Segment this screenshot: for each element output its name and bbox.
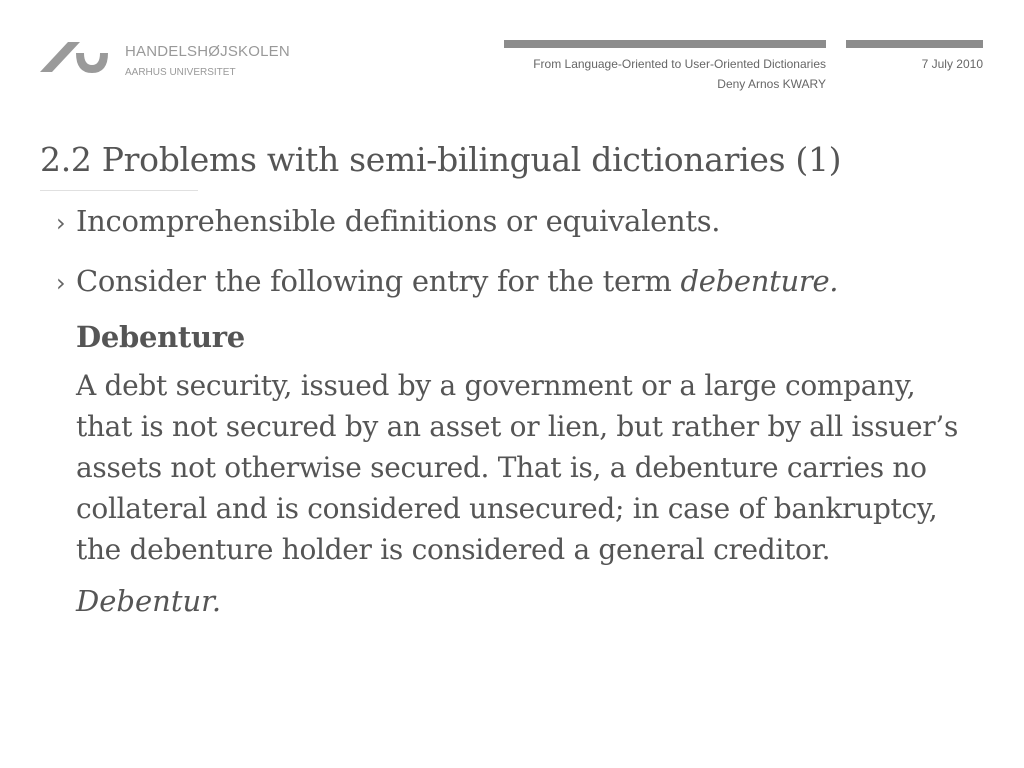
bullet-emphasis: debenture. (680, 264, 839, 298)
header-bar-left (504, 40, 826, 48)
university-name: AARHUS UNIVERSITET (125, 67, 236, 78)
chevron-right-icon: › (56, 269, 66, 297)
presenter-name: Deny Arnos KWARY (717, 77, 826, 91)
title-divider (40, 190, 198, 191)
bullet-text: Consider the following entry for the term (76, 264, 681, 298)
slide-content (56, 199, 986, 622)
entry-definition: A debt security, issued by a government or a large company, that is not secured by an asset or lien, but rather by all issuer’s assets not otherwise secured. That is, a debenture carries no collateral and is considered unsecured; in case of bankruptcy, the debenture holder is considered a general creditor. (76, 369, 959, 566)
presentation-title: From Language-Oriented to User-Oriented Dictionaries (533, 57, 826, 71)
bullet-text: Incomprehensible definitions or equivalents. (76, 204, 721, 238)
bullet-item (56, 199, 986, 245)
chevron-right-icon: › (56, 209, 66, 237)
entry-term: Debenture (76, 320, 245, 354)
institution-name: HANDELSHØJSKOLEN (125, 43, 290, 60)
presentation-date: 7 July 2010 (921, 57, 983, 71)
au-logo-icon (40, 40, 110, 76)
dictionary-entry (76, 317, 986, 622)
bullet-text-wrap (76, 259, 838, 303)
university-logo (40, 40, 300, 80)
bullet-item (56, 259, 986, 305)
slide-title: 2.2 Problems with semi-bilingual dictionaries (1) (40, 140, 842, 179)
entry-equivalent: Debentur. (76, 584, 222, 618)
header-bar-right (846, 40, 983, 48)
